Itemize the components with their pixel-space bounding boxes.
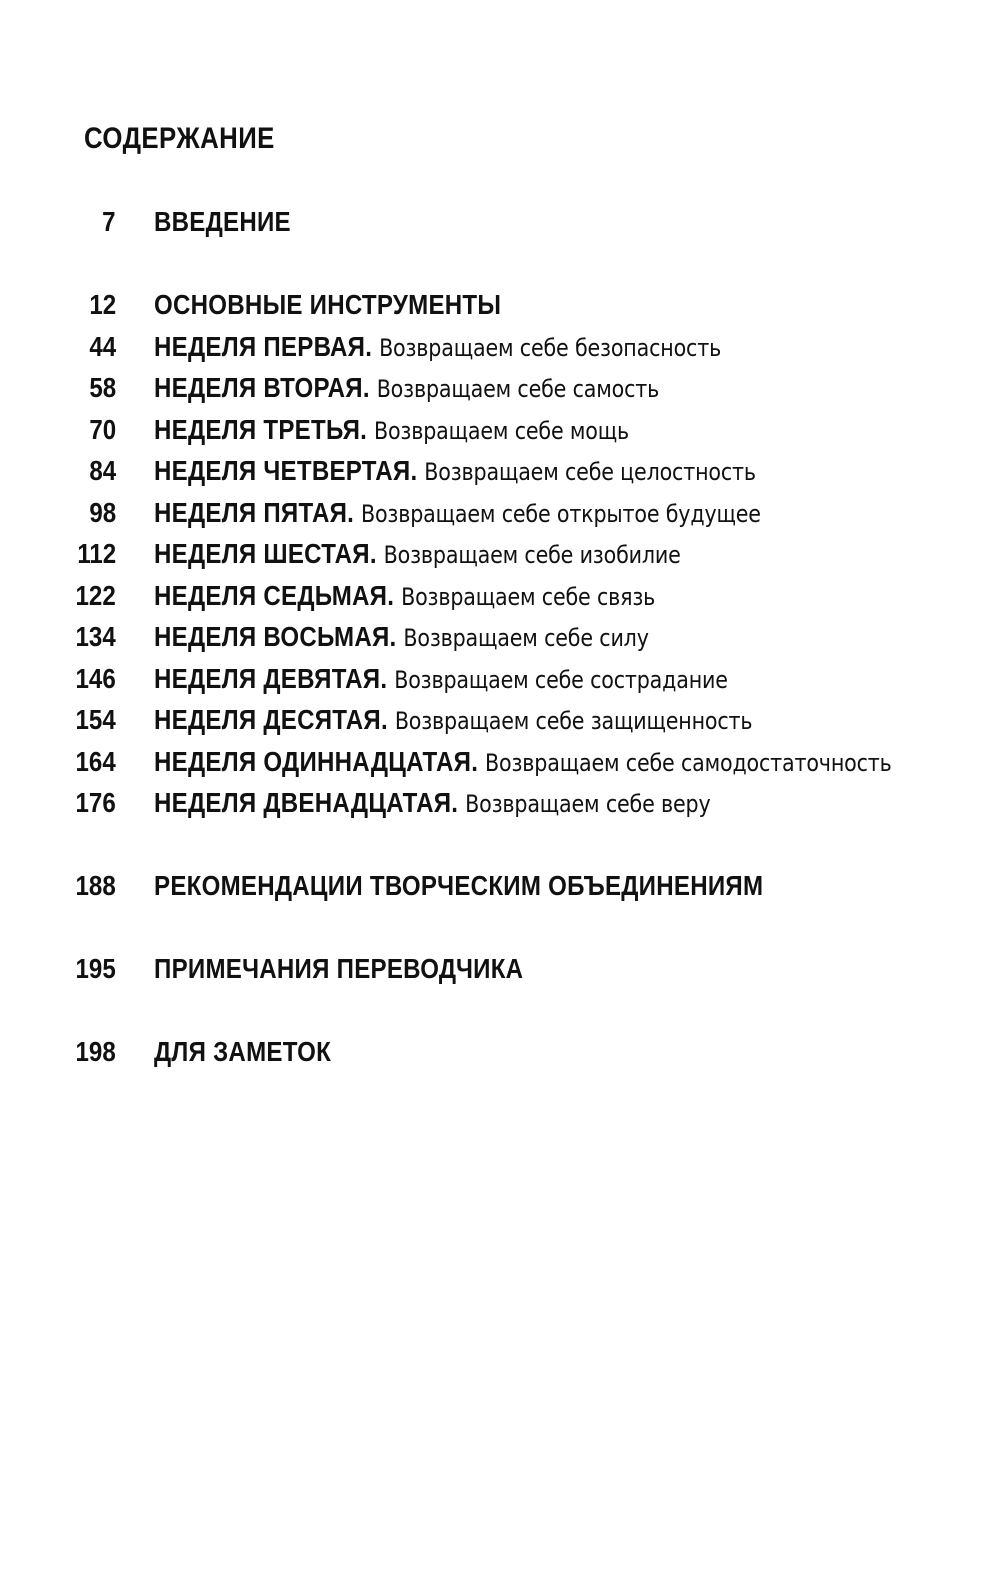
toc-heading: НЕДЕЛЯ СЕДЬМАЯ. xyxy=(154,580,395,611)
toc-subtitle: Возвращаем себе связь xyxy=(401,583,656,611)
toc-entry xyxy=(0,410,1000,450)
toc-subtitle: Возвращаем себе целостность xyxy=(424,458,756,486)
toc-heading: ПРИМЕЧАНИЯ ПЕРЕВОДЧИКА xyxy=(154,953,524,984)
toc-heading: НЕДЕЛЯ ДЕСЯТАЯ. xyxy=(154,704,388,735)
toc-entry-text xyxy=(154,659,728,704)
toc-page-number: 12 xyxy=(89,289,116,320)
toc-entry xyxy=(0,202,1000,242)
toc-page-number: 146 xyxy=(75,663,116,694)
toc-page-number: 134 xyxy=(75,621,116,652)
toc-heading: НЕДЕЛЯ ДВЕНАДЦАТАЯ. xyxy=(154,787,459,818)
toc-entry xyxy=(0,285,1000,325)
toc-subtitle: Возвращаем себе силу xyxy=(403,624,649,652)
toc-page-number: 154 xyxy=(75,704,116,735)
toc-heading: РЕКОМЕНДАЦИИ ТВОРЧЕСКИМ ОБЪЕДИНЕНИЯМ xyxy=(154,870,764,901)
toc-subtitle: Возвращаем себе сострадание xyxy=(394,666,728,694)
toc-entry-text xyxy=(154,368,659,413)
toc-subtitle: Возвращаем себе веру xyxy=(465,790,711,818)
toc-entry xyxy=(0,534,1000,574)
toc-entry xyxy=(0,617,1000,657)
toc-heading: ДЛЯ ЗАМЕТОК xyxy=(154,1036,332,1067)
toc-page-number: 70 xyxy=(89,414,116,445)
toc-subtitle: Возвращаем себе мощь xyxy=(373,417,629,445)
toc-entry xyxy=(0,1032,1000,1072)
toc-entry xyxy=(0,368,1000,408)
toc-page-number: 7 xyxy=(102,206,116,237)
toc-heading: ВВЕДЕНИЕ xyxy=(154,206,291,237)
toc-page-number: 198 xyxy=(75,1036,116,1067)
toc-entry xyxy=(0,451,1000,491)
toc-subtitle: Возвращаем себе безопасность xyxy=(379,334,722,362)
toc-entry xyxy=(0,949,1000,989)
toc-heading: НЕДЕЛЯ ШЕСТАЯ. xyxy=(154,538,377,569)
toc-entry-text xyxy=(154,285,501,330)
toc-subtitle: Возвращаем себе открытое будущее xyxy=(360,500,761,528)
toc-subtitle: Возвращаем себе защищенность xyxy=(394,707,753,735)
toc-page-number: 98 xyxy=(89,497,116,528)
toc-page-number: 112 xyxy=(77,538,116,569)
toc-entry-text xyxy=(154,617,649,662)
toc-entry-text xyxy=(154,410,629,455)
toc-subtitle: Возвращаем себе самодостаточность xyxy=(485,749,892,777)
toc-page-number: 122 xyxy=(75,580,116,611)
toc-entry xyxy=(0,866,1000,906)
toc-entry xyxy=(0,742,1000,782)
toc-entry xyxy=(0,576,1000,616)
toc-heading: НЕДЕЛЯ ЧЕТВЕРТАЯ. xyxy=(154,455,418,486)
toc-heading: НЕДЕЛЯ ТРЕТЬЯ. xyxy=(154,414,368,445)
toc-page-number: 164 xyxy=(75,746,116,777)
toc-entry-text xyxy=(154,493,761,538)
toc-subtitle: Возвращаем себе изобилие xyxy=(383,541,681,569)
toc-entry xyxy=(0,659,1000,699)
toc-entry-text xyxy=(154,783,711,828)
toc-entry xyxy=(0,493,1000,533)
toc-entry-text xyxy=(154,949,523,994)
toc-entry-text xyxy=(154,576,655,621)
toc-entry-text xyxy=(154,742,892,787)
toc-heading: НЕДЕЛЯ ПЯТАЯ. xyxy=(154,497,355,528)
toc-entry-text xyxy=(154,202,291,247)
toc-entry-text xyxy=(154,451,756,496)
toc-entry-text xyxy=(154,700,752,745)
toc-entry-text xyxy=(154,1032,331,1077)
toc-page-number: 84 xyxy=(89,455,116,486)
toc-heading: НЕДЕЛЯ ДЕВЯТАЯ. xyxy=(154,663,388,694)
toc-page-number: 58 xyxy=(89,372,116,403)
toc-entry-text xyxy=(154,327,721,372)
toc-title: СОДЕРЖАНИЕ xyxy=(84,122,275,155)
toc-page-number: 188 xyxy=(75,870,116,901)
toc-entry-text xyxy=(154,534,681,579)
toc-heading: ОСНОВНЫЕ ИНСТРУМЕНТЫ xyxy=(154,289,502,320)
toc-entry xyxy=(0,783,1000,823)
toc-page-number: 44 xyxy=(89,331,116,362)
toc-heading: НЕДЕЛЯ ОДИННАДЦАТАЯ. xyxy=(154,746,479,777)
toc-page-number: 195 xyxy=(75,953,116,984)
toc-entry-text xyxy=(154,866,763,911)
toc-page-number: 176 xyxy=(75,787,116,818)
toc-heading: НЕДЕЛЯ ВОСЬМАЯ. xyxy=(154,621,397,652)
toc-heading: НЕДЕЛЯ ВТОРАЯ. xyxy=(154,372,370,403)
toc-subtitle: Возвращаем себе самость xyxy=(376,375,660,403)
toc-entry xyxy=(0,700,1000,740)
toc-heading: НЕДЕЛЯ ПЕРВАЯ. xyxy=(154,331,373,362)
toc-entry xyxy=(0,327,1000,367)
